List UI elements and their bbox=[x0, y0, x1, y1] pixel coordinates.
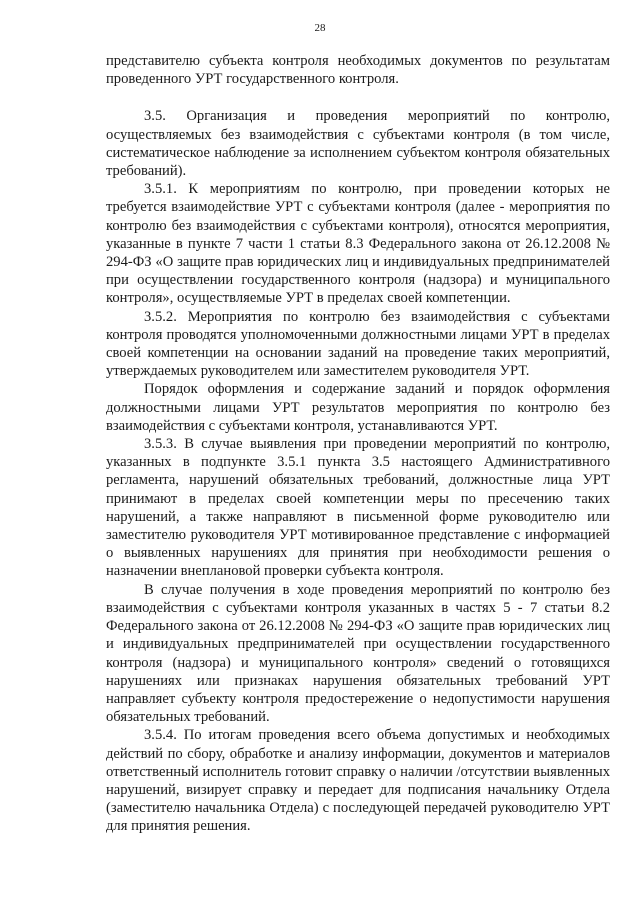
page-number: 28 bbox=[314, 22, 326, 34]
paragraph-3-5-1: 3.5.1. К мероприятиям по контролю, при проведении которых не требуется взаимодействие УРТ с субъектами контроля (далее - мероприятия по контролю без взаимодействия с субъектами контроля), относятся мероприятия, указанные в пункте 7 части 1 статьи 8.3 Федерального закона от 26.12.2008 № 294-ФЗ «О защите прав юридических лиц и индивидуальных предпринимателей при осуществлении государственного контроля (надзора) и муниципального контроля», осуществляемые УРТ в пределах своей компетенции. bbox=[106, 181, 610, 307]
paragraph-3-5-3: 3.5.3. В случае выявления при проведении мероприятий по контролю, указанных в подпункте 3.5.1 пункта 3.5 настоящего Административного регламента, нарушений обязательных требований, должностные лица УРТ принимают в пределах своей компетенции меры по пресечению таких нарушений, а также направляют в письменной форме руководителю или заместителю руководителя УРТ мотивированное представление с информацией о выявленных нарушениях для принятия при необходимости решения о назначении внеплановой проверки субъекта контроля. bbox=[106, 436, 610, 580]
paragraph-continuation: представителю субъекта контроля необходимых документов по результатам проведенного УРТ государственного контроля. bbox=[106, 53, 610, 88]
paragraph-3-5-4: 3.5.4. По итогам проведения всего объема допустимых и необходимых действий по сбору, обработке и анализу информации, документов и материалов ответственный исполнитель готовит справку о наличии /отсутствии выявленных нарушений, визирует справку и передает для подписания начальнику Отдела (заместителю начальника Отдела) с последующей передачей руководителю УРТ для принятия решения. bbox=[106, 727, 610, 835]
paragraph-3-5-2: 3.5.2. Мероприятия по контролю без взаимодействия с субъектами контроля проводятся уполномоченными должностными лицами УРТ в пределах своей компетенции на основании заданий на проведение таких мероприятий, утверждаемых руководителем или заместителем руководителя УРТ. bbox=[106, 308, 610, 380]
section-heading-3-5: 3.5. Организация и проведения мероприятий по контролю, осуществляемых без взаимодействия с субъектами контроля (в том числе, систематическое наблюдение за исполнением субъектом контроля обязательных требований). bbox=[106, 108, 610, 180]
paragraph-task-procedure: Порядок оформления и содержание заданий и порядок оформления должностными лицами УРТ результатов мероприятия по контролю без взаимодействия с субъектами контроля, устанавливаются УРТ. bbox=[106, 381, 610, 434]
paragraph-warning: В случае получения в ходе проведения мероприятий по контролю без взаимодействия с субъектами контроля указанных в частях 5 - 7 статьи 8.2 Федерального закона от 26.12.2008 № 294-ФЗ «О защите прав юридических лиц и индивидуальных предпринимателей при осуществлении государственного контроля (надзора) и муниципального контроля» сведений о готовящихся нарушениях или признаках нарушения обязательных требований УРТ направляет субъекту контроля предостережение о недопустимости нарушения обязательных требований. bbox=[106, 581, 610, 726]
document-body bbox=[106, 52, 610, 836]
